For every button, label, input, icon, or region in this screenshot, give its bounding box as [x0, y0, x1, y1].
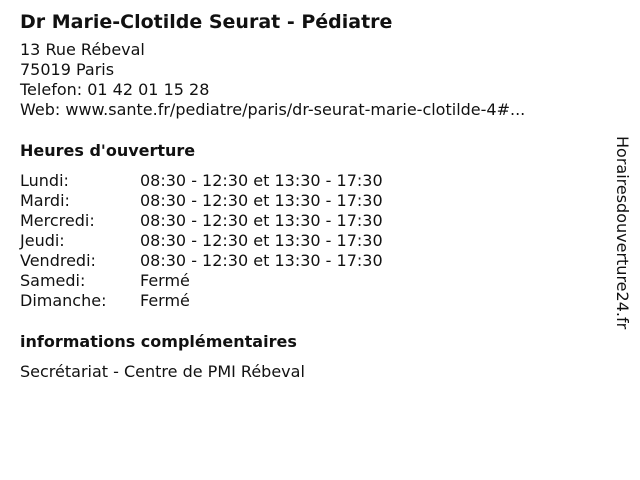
website-link[interactable]: Web: www.sante.fr/pediatre/paris/dr-seurat-marie-clotilde-4#... [20, 100, 526, 119]
additional-info-text: Secrétariat - Centre de PMI Rébeval [20, 362, 305, 381]
site-watermark: Horairesdouverture24.fr [613, 136, 632, 330]
day-label: Jeudi: [20, 231, 65, 250]
listing-card [20, 8, 595, 382]
time-value: Fermé [140, 271, 190, 290]
day-label: Dimanche: [20, 291, 107, 310]
hours-row-wednesday [20, 211, 595, 231]
day-label: Mercredi: [20, 211, 95, 230]
page-title: Dr Marie-Clotilde Seurat - Pédiatre [20, 11, 393, 33]
time-value: 08:30 - 12:30 et 13:30 - 17:30 [140, 191, 383, 210]
opening-hours-heading: Heures d'ouverture [20, 141, 196, 160]
address-block [20, 40, 595, 120]
time-value: 08:30 - 12:30 et 13:30 - 17:30 [140, 171, 383, 190]
city-postcode: 75019 Paris [20, 60, 115, 79]
hours-row-sunday [20, 291, 595, 311]
phone-number[interactable]: Telefon: 01 42 01 15 28 [20, 80, 210, 99]
day-label: Lundi: [20, 171, 69, 190]
time-value: 08:30 - 12:30 et 13:30 - 17:30 [140, 211, 383, 230]
hours-row-saturday [20, 271, 595, 291]
day-label: Mardi: [20, 191, 70, 210]
hours-row-monday [20, 171, 595, 191]
time-value: 08:30 - 12:30 et 13:30 - 17:30 [140, 231, 383, 250]
hours-row-tuesday [20, 191, 595, 211]
day-label: Vendredi: [20, 251, 96, 270]
hours-row-thursday [20, 231, 595, 251]
time-value: 08:30 - 12:30 et 13:30 - 17:30 [140, 251, 383, 270]
street-address: 13 Rue Rébeval [20, 40, 145, 59]
hours-row-friday [20, 251, 595, 271]
additional-info-heading: informations complémentaires [20, 332, 297, 351]
opening-hours-table [20, 171, 595, 311]
time-value: Fermé [140, 291, 190, 310]
day-label: Samedi: [20, 271, 86, 290]
